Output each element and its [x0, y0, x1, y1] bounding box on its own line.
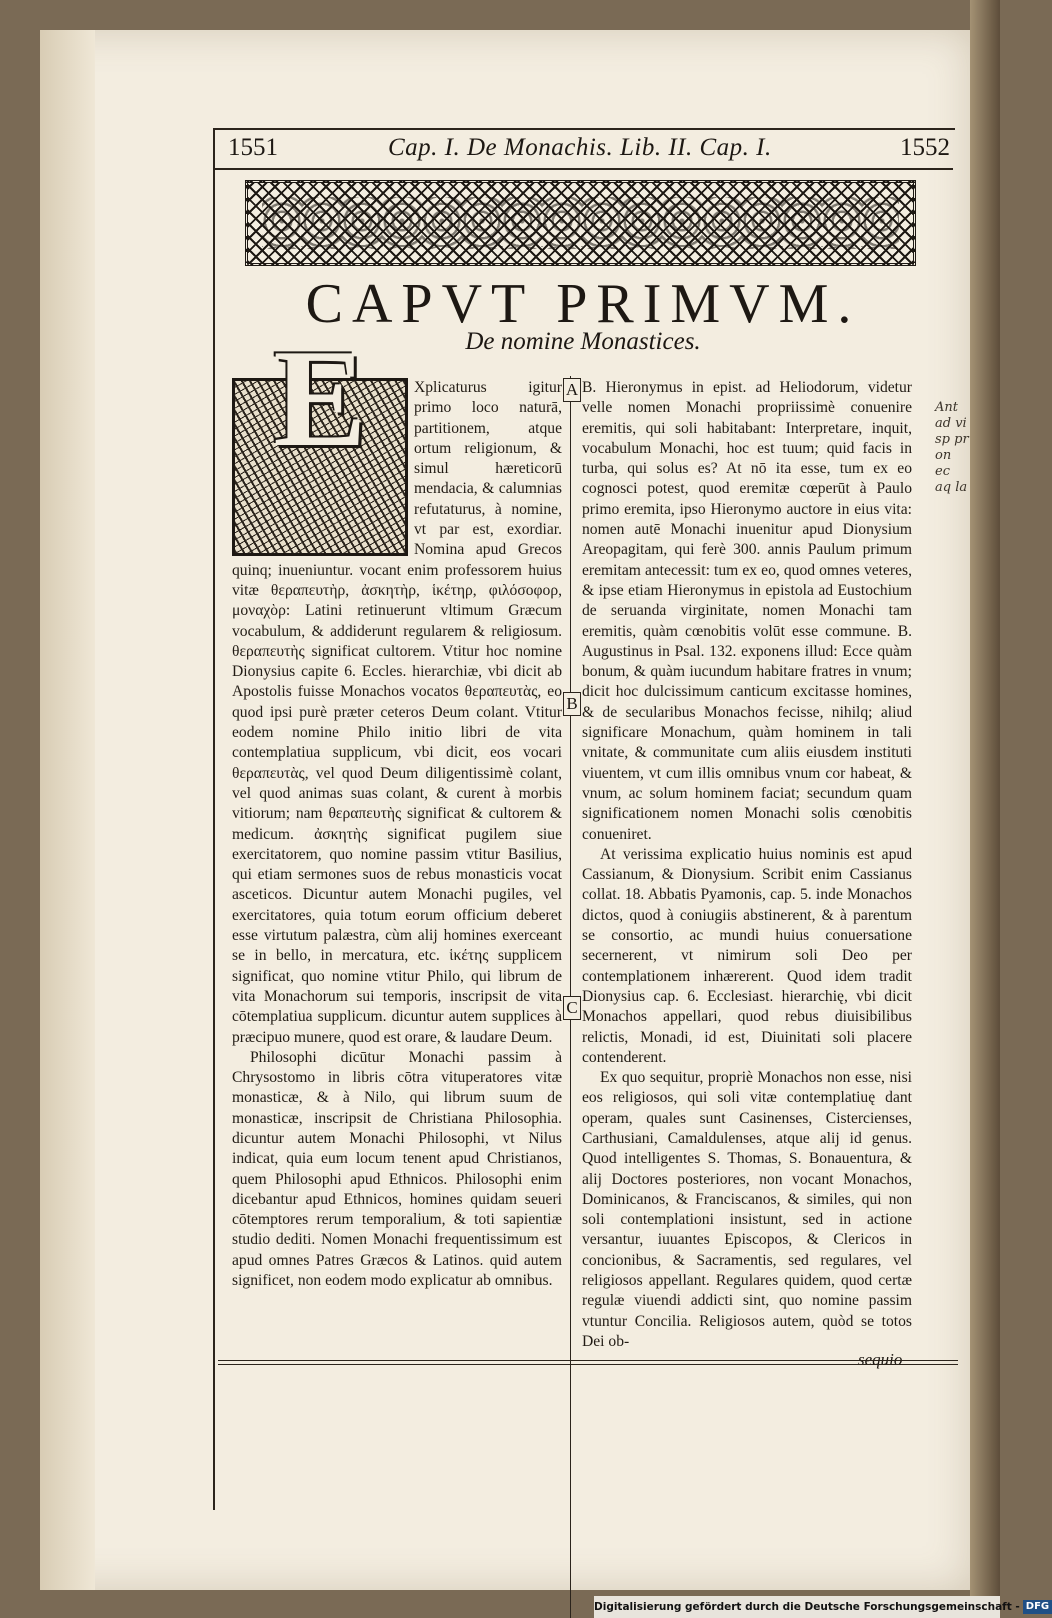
page-gutter — [40, 30, 95, 1590]
running-header — [220, 134, 950, 168]
right-column — [582, 378, 912, 1598]
running-title: Cap. I. De Monachis. Lib. II. Cap. I. — [388, 134, 772, 161]
headpiece-pattern — [262, 197, 899, 249]
credit-text: Digitalisierung gefördert durch die Deutsche Forschungsgemeinschaft - — [594, 1601, 1020, 1613]
dfg-logo[interactable]: DFG — [1023, 1600, 1052, 1614]
left-paragraph-2: Philosophi dicūtur Monachi passim à Chrysostomo in libris cōtra vituperatores vitæ monasticæ, & à Nilo, qui librum suum de monasticæ, inscripsit de Christiana Philosophia. dicuntur autem Monachi Philosophi, vt Nilus indicat, quia eum locum tenent apud Christianos, quem Philosophi apud Ethnicos. Philosophi enim dicebantur apud Ethnicos, homines quidam seueri cōtemptores rerum temporalium, & toti sapientiæ studio dediti. Nomen Monachi frequentissimum est apud omnes Patres Græcos & Latinos. quid autem significet, non eodem modo explicatur ab omnibus. — [232, 1048, 562, 1290]
right-paragraph-3: Ex quo sequitur, propriè Monachos non esse, nisi eos religiosos, qui soli vitæ contemplatiuę dant operam, quales sunt Casinenses, Cistercienses, Carthusiani, Camaldulenses, atque alij id genus. Quod intelligentes S. Thomas, S. Bonauentura, & alij Doctores posteriores, non vocant Monachos, Dominicanos, & Franciscanos, & similes, qui non soli contemplationi insistunt, sed in actione versantur, iuuantes Episcopos, & Clericos in concionibus, & Sacramentis, sed regulares, vel religiosos appellant. Regulares quidem, quod certæ regulæ viuendi addicti sint, quo nomine passim vtuntur Concilia. Religiosos autem, quòd se totos Dei ob- — [582, 1069, 912, 1350]
facing-page-edge-text: Ant ad vi sp pr on ec aq la — [935, 400, 969, 495]
book-edge — [970, 0, 1000, 1618]
bottom-rule — [218, 1360, 958, 1365]
decorative-headpiece — [245, 180, 916, 266]
margin-marker-b: B — [563, 692, 581, 716]
right-paragraph-1: B. Hieronymus in epist. ad Heliodorum, videtur velle nomen Monachi propriissimè conuenire eremitis, qui soli habitabant: Interpretare, inquit, vocabulum Monachi, hoc est tuum; quid facis in turba, qui solus es? At nō ita esse, tum ex eo cognosci potest, quod eremitæ cœperūt à Paulo primo eremita, ipso Hieronymo auctore in eius vita: nomen autē Monachi inuenitur apud Dionysium Areopagitam, qui ferè 300. annis Paulum primum eremitam antecessit: tum ex eo, quod omnes veteres, & ipse etiam Hieronymus in epistola ad Eustochium de seruanda virginitate, nomen Monachi tam eremitis, quàm cœnobitis volūt esse commune. B. Augustinus in Psal. 132. exponens illud: Ecce quàm bonum, & quàm iucundum habitare fratres in vnum; dicit hoc dulcissimum canticum excitasse homines, & de secularibus Monachos fecisse, nihilq; aliud significare Monachum, quàm hominem in tali vnitate, & communitate cum aliis eiusdem instituti viuentem, vt cum illis omnibus vnum cor habeat, & vnum, ac solum hominem faciat; secundum quam significationem nomen Monachi solis cœnobitis conueniret. — [582, 379, 912, 843]
page-number-left: 1551 — [228, 134, 278, 161]
page-number-right: 1552 — [900, 134, 950, 161]
catchword: sequio — [858, 1350, 903, 1369]
right-paragraph-2: At verissima explicatio huius nominis est apud Cassianum, & Dionysium. Scribit enim Cassianus collat. 18. Abbatis Pyamonis, cap. 5. inde Monachos dictos, quod à coniugiis abstinerent, & à parentum se consortio, ac mundi huius conuersatione secernerent, vt nimirum soli Deo per contemplationem inhærerent. Quod idem tradit Dionysius cap. 6. Ecclesiast. hierarchię, vbi dicit Monachos appellari, quod rebus diuisibilibus relictis, Monadi, id est, Diuinitati soli placere contenderent. — [582, 845, 912, 1066]
left-column — [232, 321, 562, 1593]
header-rule — [213, 168, 953, 170]
digitization-credit — [594, 1596, 1050, 1618]
chapter-title: CAPVT PRIMVM. — [305, 273, 861, 335]
decorated-initial — [232, 321, 408, 556]
margin-marker-c: C — [563, 996, 581, 1020]
margin-marker-a: A — [563, 378, 581, 402]
initial-letter: E — [273, 321, 367, 476]
chapter-subtitle: De nomine Monastices. — [465, 328, 701, 355]
left-paragraph-1: Xplicaturus igitur primo loco naturā, partitionem, atque ortum religionum, & simul hæreticorū mendacia, & calumnias refutaturus, à nomine, vt par est, exordiar. Nomina apud Grecos quinq; inueniuntur. vocant enim professorem huius vitæ θεραπευτὴρ, ἀσκητὴρ, ἱκέτηρ, φιλόσοφορ, μοναχὸρ: Latini retinuerunt vltimum Græcum vocabulum, & addiderunt regularem & religiosum. θεραπευτὴς significat cultorem. Vtitur hoc nomine Dionysius capite 6. Eccles. hierarchiæ, vbi dicit ab Apostolis fuisse Monachos vocatos θεραπευτὰς, eo quod ipsi purè præter ceteros Deum colant. Vtitur eodem nomine Philo initio libri de vita contemplatiua supplicum, vbi dicit, eos vocari θεραπευτὰς, vel quod Deum diligentissimè colant, vel quod animas suas colant, & curent à morbis vitiorum; nam θεραπευτὴς significat & cultorem & medicum. ἀσκητὴς significat pugilem siue exercitatorem, quo nomine passim vtitur Basilius, qui etiam sermones suos de rebus monasticis vocat asceticos. Dicuntur autem Monachi pugiles, vel exercitatores, quia totum eorum officium deberet esse virtutum palæstra, cùm alij homines exerceant se in bello, in mercatura, etc. ἱκέτης supplicem significat, quo nomine vtitur Philo, qui librum de vita Monachorum sui temporis, inscripsit de vita cōtemplatiua supplicum. dicuntur autem supplices à præcipuo munere, quod est orare, & laudare Deum. — [232, 379, 562, 1046]
